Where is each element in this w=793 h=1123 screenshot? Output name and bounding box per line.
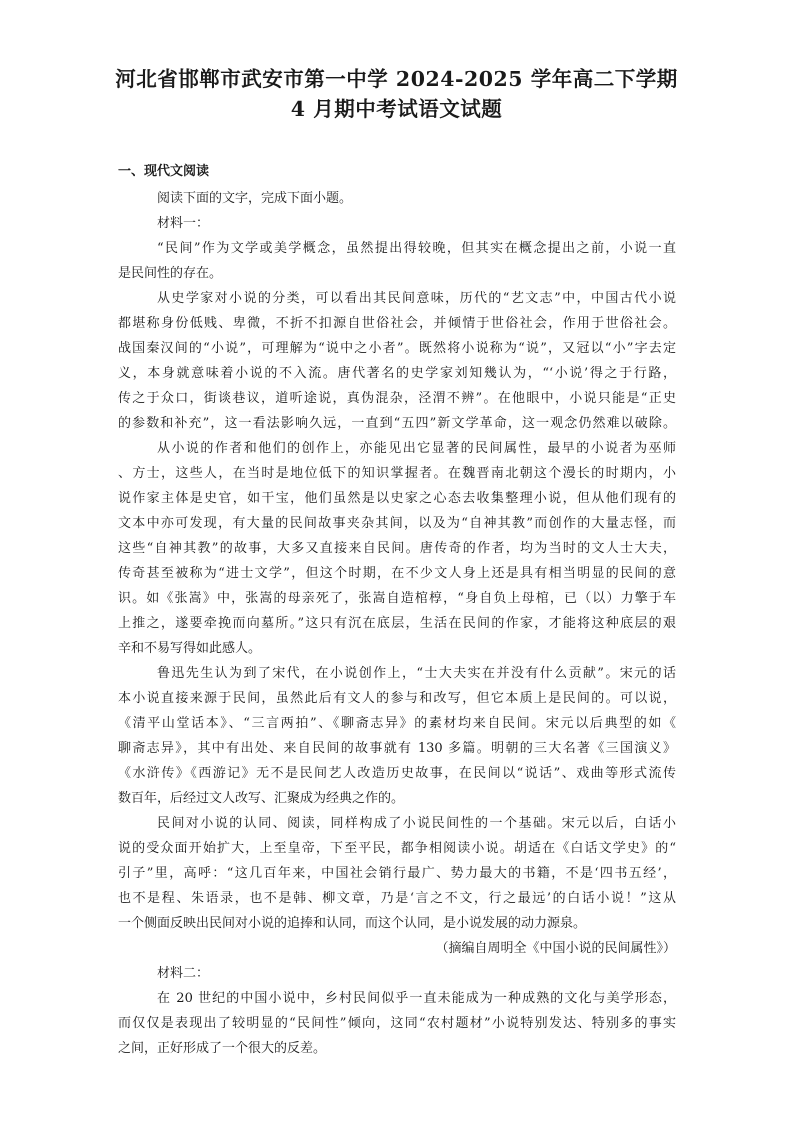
- paragraph-line: “民间”作为文学或美学概念，虽然提出得较晚，但其实在概念提出之前，小说一直: [157, 241, 676, 256]
- paragraph-line: 鲁迅先生认为到了宋代，在小说创作上，“士大夫实在并没有什么贡献”。宋元的话: [157, 666, 676, 681]
- paragraph-line: 民间对小说的认同、阅读，同样构成了小说民间性的一个基础。宋元以后，白话小: [157, 816, 676, 831]
- paragraph-line: 从小说的作者和他们的创作上，亦能见出它显著的民间属性，最早的小说者为巫师: [157, 441, 676, 456]
- paragraph-line: 《清平山堂话本》、“三言两拍”、《聊斋志异》的素材均来自民间。宋元以后典型的如《: [118, 716, 676, 731]
- paragraph-line: 文本中亦可发现，有大量的民间故事夹杂其间，以及为“自神其教”而创作的大量志怪，而: [118, 516, 676, 531]
- paragraph-line: 辛和不易写得如此感人。: [118, 641, 262, 656]
- paragraph-line: 从史学家对小说的分类，可以看出其民间意味，历代的“艺文志”中，中国古代小说: [157, 291, 676, 306]
- document-title-line-2: 4 月期中考试语文试题: [290, 97, 503, 121]
- paragraph-line: 在 20 世纪的中国小说中，乡村民间似乎一直未能成为一种成熟的文化与美学形态，: [157, 991, 676, 1006]
- paragraph-line: 、方士，这些人，在当时是地位低下的知识掌握者。在魏晋南北朝这个漫长的时期内，小: [118, 466, 676, 481]
- document-title-line-1: 河北省邯郸市武安市第一中学 2024-2025 学年高二下学期: [115, 67, 678, 91]
- material-one-label: 材料一：: [157, 216, 210, 231]
- paragraph-line: 义，本身就意味着小说的不入流。唐代著名的史学家刘知幾认为，“‘小说’得之于行路，: [118, 366, 676, 381]
- paragraph-line: 聊斋志异》，其中有出处、来自民间的故事就有 130 多篇。明朝的三大名著《三国演义》: [118, 741, 676, 756]
- paragraph-line: 说作家主体是史官，如干宝，他们虽然是以史家之心态去收集整理小说，但从他们现有的: [118, 491, 676, 506]
- material-two-label: 材料二：: [157, 966, 210, 981]
- paragraph-line: 说的受众面开始扩大，上至皇帝，下至平民，都争相阅读小说。胡适在《白话文学史》的“: [118, 841, 676, 856]
- instruction-text: 阅读下面的文字，完成下面小题。: [157, 191, 353, 206]
- paragraph-line: 之间，正好形成了一个很大的反差。: [118, 1041, 327, 1056]
- paragraph-line: 的参数和补充”，这一看法影响久远，一直到“五四”新文学革命，这一观念仍然难以破除。: [118, 416, 676, 431]
- paragraph-line: 传奇甚至被称为“进士文学”，但这个时期，在不少文人身上还是具有相当明显的民间的意: [118, 566, 676, 581]
- paragraph-line: 一个侧面反映出民间对小说的追捧和认同，而这个认同，是小说发展的动力源泉。: [118, 916, 587, 931]
- source-citation: （摘编自周明全《中国小说的民间属性》）: [435, 941, 676, 956]
- paragraph-line: 数百年，后经过文人改写、汇聚成为经典之作的。: [118, 791, 405, 806]
- paragraph-line: 都堪称身份低贱、卑微，不折不扣源自世俗社会，并倾情于世俗社会，作用于世俗社会。: [118, 316, 676, 331]
- paragraph-line: 这些“自神其教”的故事，大多又直接来自民间。唐传奇的作者，均为当时的文人士大夫，: [118, 541, 676, 556]
- paragraph-line: 本小说直接来源于民间，虽然此后有文人的参与和改写，但它本质上是民间的。可以说，: [118, 691, 676, 706]
- paragraph-line: 战国秦汉间的“小说”，可理解为“说中之小者”。既然将小说称为“说”，又冠以“小”字去定: [118, 341, 676, 356]
- paragraph-line: 是民间性的存在。: [118, 266, 223, 281]
- paragraph-line: 引子”里，高呼：“这几百年来，中国社会销行最广、势力最大的书籍，不是‘四书五经’，: [118, 866, 676, 881]
- paragraph-line: 识。如《张嵩》中，张嵩的母亲死了，张嵩自造棺椁，“身自负上母棺，已（以）力擎于车: [118, 591, 676, 606]
- paragraph-line: 而仅仅是表现出了较明显的“民间性”倾向，这同“农村题材”小说特别发达、特别多的事实: [118, 1016, 676, 1031]
- paragraph-line: 上推之，遂要牵挽而向墓所。”这只有沉在底层，生活在民间的作家，才能将这种底层的艰: [118, 616, 676, 631]
- paragraph-line: 《水浒传》《西游记》无不是民间艺人改造历史故事，在民间以“说话”、戏曲等形式流传: [118, 766, 676, 781]
- paragraph-line: 传之于众口，街谈巷议，道听途说，真伪混杂，泾渭不辨”。在他眼中，小说只能是“正史: [118, 391, 676, 406]
- paragraph-line: 也不是程、朱语录，也不是韩、柳文章，乃是‘言之不文，行之最远’的白话小说！”这从: [118, 891, 676, 906]
- section-heading: 一、现代文阅读: [118, 164, 210, 179]
